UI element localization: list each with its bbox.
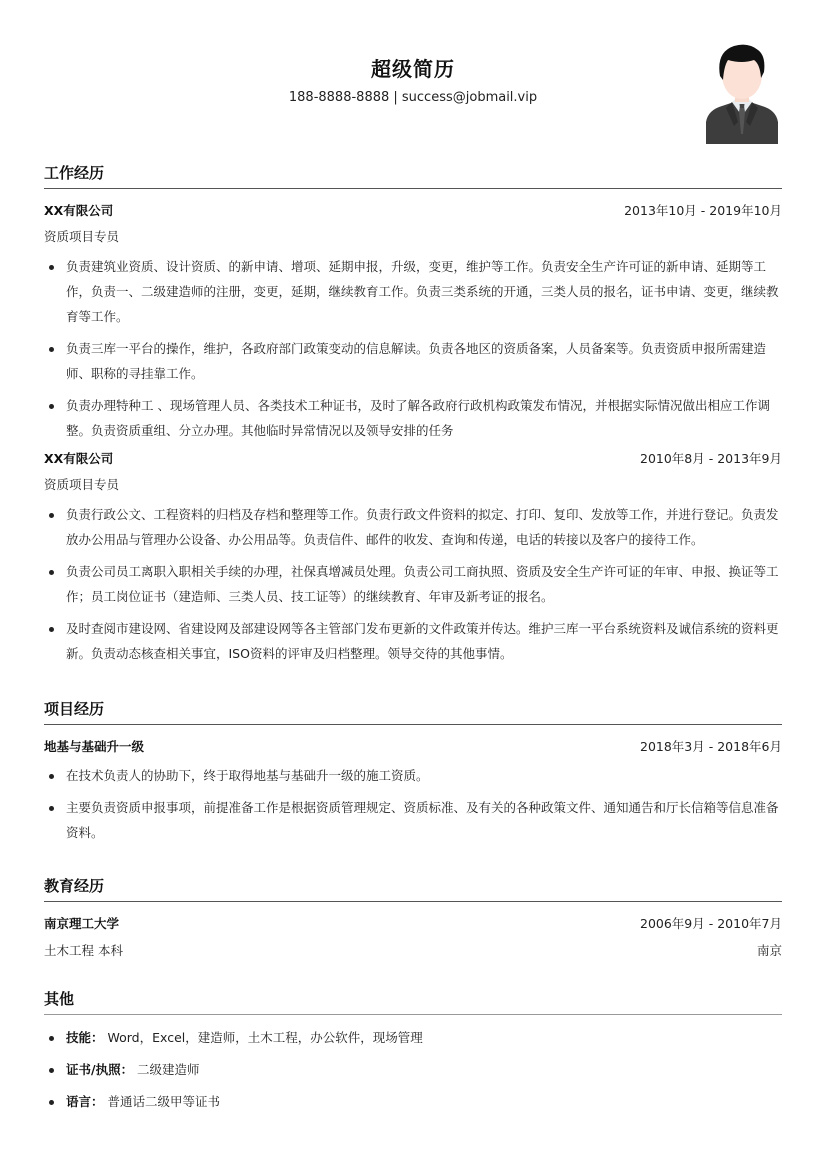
section-divider: [44, 1014, 782, 1015]
list-item: [44, 1025, 782, 1050]
list-item: 负责建筑业资质、设计资质、的新申请、增项、延期申报，升级，变更，维护等工作。负责安全生产许可证的新申请、延期等工作，负责一、二级建造师的注册，变更，延期，继续教育工作。负责三类系统的开通，三类人员的报名，证书申请、变更，继续教育等工作。: [44, 254, 782, 329]
entry-subrow: [44, 936, 782, 963]
entry-dates: 2006年9月 - 2010年7月: [640, 915, 782, 931]
bullet-list: [44, 502, 782, 666]
item-value: Word，Excel，建造师，土木工程，办公软件，现场管理: [103, 1030, 423, 1045]
company-name: XX有限公司: [44, 450, 114, 466]
section-title: 其他: [44, 990, 75, 1008]
education-section: [44, 874, 782, 963]
list-item: [44, 1089, 782, 1114]
section-divider: [44, 188, 782, 189]
school-city: 南京: [756, 942, 782, 958]
school-name: 南京理工大学: [44, 915, 120, 931]
job-role: 资质项目专员: [44, 477, 120, 492]
item-key: 证书/执照：: [66, 1062, 134, 1077]
section-title: 工作经历: [44, 164, 105, 182]
list-item: 在技术负责人的协助下，终于取得地基与基础升一级的施工资质。: [44, 763, 782, 788]
job-role: 资质项目专员: [44, 229, 120, 244]
work-entry: [44, 444, 782, 666]
list-item: 负责公司员工离职入职相关手续的办理，社保真增减员处理。负责公司工商执照、资质及安全生产许可证的年审、申报、换证等工作；员工岗位证书（建造师、三类人员、技工证等）的继续教育、年审及新考证的报名。: [44, 559, 782, 609]
item-key: 技能：: [66, 1030, 104, 1045]
entry-dates: 2018年3月 - 2018年6月: [640, 738, 782, 754]
entry-header: [44, 444, 782, 471]
section-divider: [44, 724, 782, 725]
list-item: [44, 1057, 782, 1082]
entry-header: [44, 196, 782, 223]
education-entry: [44, 909, 782, 963]
person-avatar-icon: [704, 42, 780, 144]
entry-header: [44, 732, 782, 759]
list-item: 负责行政公文、工程资料的归档及存档和整理等工作。负责行政文件资料的拟定、打印、复印、发放等工作，并进行登记。负责发放办公用品与管理办公设备、办公用品等。负责信件、邮件的收发、查询和传递，电话的转接以及客户的接待工作。: [44, 502, 782, 552]
list-item: 主要负责资质申报事项，前提准备工作是根据资质管理规定、资质标准、及有关的各种政策文件、通知通告和厅长信箱等信息准备资料。: [44, 795, 782, 845]
avatar: [704, 42, 780, 144]
list-item: 负责办理特种工 、现场管理人员、各类技术工种证书，及时了解各政府行政机构政策发布情况，并根据实际情况做出相应工作调整。负责资质重组、分立办理。其他临时异常情况以及领导安排的任务: [44, 393, 782, 443]
other-list: [44, 1025, 782, 1114]
work-entry: [44, 196, 782, 443]
bullet-list: [44, 763, 782, 845]
entry-dates: 2010年8月 - 2013年9月: [640, 450, 782, 466]
work-section: [44, 161, 782, 673]
company-name: XX有限公司: [44, 202, 114, 218]
list-item: 及时查阅市建设网、省建设网及部建设网等各主管部门发布更新的文件政策并传达。维护三库一平台系统资料及诚信系统的资料更新。负责动态核查相关事宜，ISO资料的评审及归档整理。领导交待的其他事情。: [44, 616, 782, 666]
item-value: 二级建造师: [133, 1062, 200, 1077]
project-entry: [44, 732, 782, 845]
entry-header: [44, 909, 782, 936]
projects-section: [44, 697, 782, 852]
contact-info: 188-8888-8888 | success@jobmail.vip: [288, 90, 538, 105]
major-degree: 土木工程 本科: [44, 942, 123, 958]
item-key: 语言：: [66, 1094, 104, 1109]
section-title: 教育经历: [44, 877, 105, 895]
entry-dates: 2013年10月 - 2019年10月: [624, 202, 782, 218]
item-value: 普通话二级甲等证书: [103, 1094, 220, 1109]
project-name: 地基与基础升一级: [44, 738, 145, 754]
bullet-list: [44, 254, 782, 443]
other-section: [44, 987, 782, 1121]
resume-title: 超级简历: [371, 57, 455, 81]
section-divider: [44, 901, 782, 902]
list-item: 负责三库一平台的操作，维护，各政府部门政策变动的信息解读。负责各地区的资质备案，人员备案等。负责资质申报所需建造师、职称的寻挂靠工作。: [44, 336, 782, 386]
section-title: 项目经历: [44, 700, 105, 718]
